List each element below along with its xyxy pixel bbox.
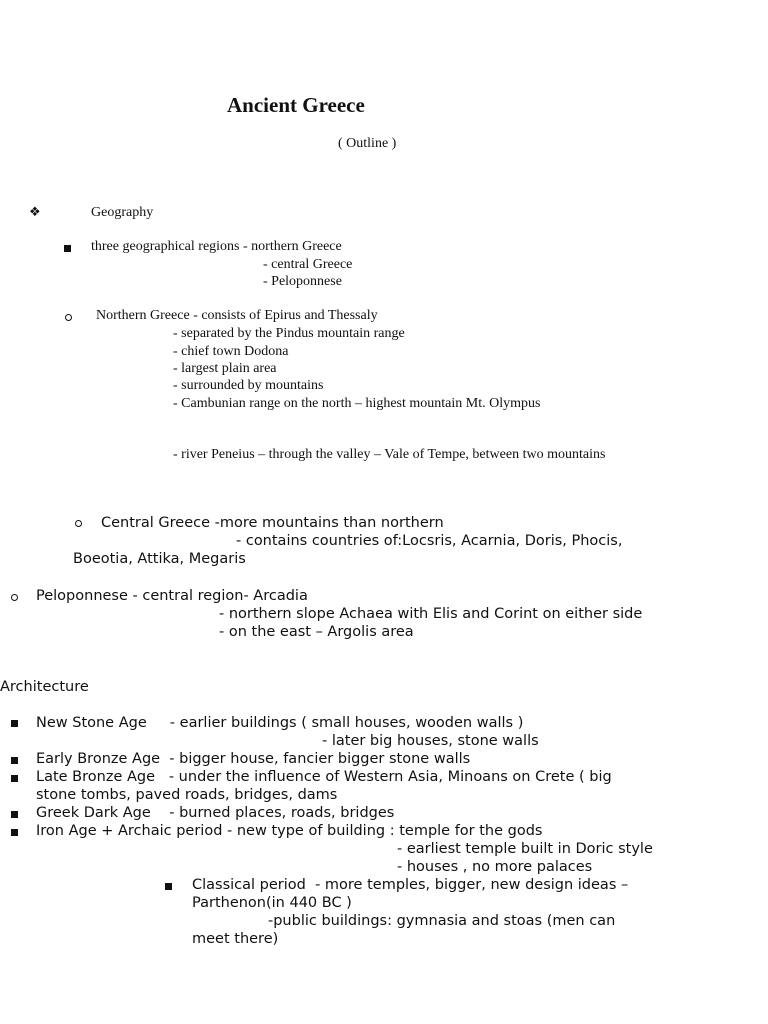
architecture-line: - houses , no more palaces bbox=[397, 859, 593, 875]
circle-bullet-icon bbox=[11, 594, 18, 601]
architecture-line: - later big houses, stone walls bbox=[322, 733, 539, 749]
architecture-line: New Stone Age - earlier buildings ( small houses, wooden walls ) bbox=[36, 715, 524, 731]
northern-greece-line: - largest plain area bbox=[173, 361, 277, 376]
square-bullet-icon bbox=[165, 883, 172, 890]
northern-greece-line: - separated by the Pindus mountain range bbox=[173, 326, 405, 341]
peloponnese-line: - northern slope Achaea with Elis and Corint on either side bbox=[219, 606, 643, 622]
square-bullet-icon bbox=[64, 245, 71, 252]
central-greece-line: Boeotia, Attika, Megaris bbox=[73, 551, 246, 567]
northern-greece-line: - Cambunian range on the north – highest mountain Mt. Olympus bbox=[173, 396, 541, 411]
architecture-line: - earliest temple built in Doric style bbox=[397, 841, 653, 857]
central-greece-line: - contains countries of:Locsris, Acarnia, Doris, Phocis, bbox=[236, 533, 623, 549]
architecture-line: Iron Age + Archaic period - new type of building : temple for the gods bbox=[36, 823, 543, 839]
northern-greece-line: - surrounded by mountains bbox=[173, 378, 324, 393]
circle-bullet-icon bbox=[65, 314, 72, 321]
section-heading-architecture: Architecture bbox=[0, 679, 89, 695]
architecture-line: Classical period - more temples, bigger, new design ideas – bbox=[192, 877, 629, 893]
central-greece-line: Central Greece -more mountains than northern bbox=[101, 515, 444, 531]
square-bullet-icon bbox=[11, 720, 18, 727]
architecture-line: -public buildings: gymnasia and stoas (men can bbox=[268, 913, 616, 929]
section-heading-geography: Geography bbox=[91, 205, 154, 220]
page-subtitle: ( Outline ) bbox=[338, 136, 397, 151]
page-title: Ancient Greece bbox=[227, 93, 365, 117]
diamond-bullet-icon: ❖ bbox=[29, 205, 41, 220]
northern-greece-line: - river Peneius – through the valley – Vale of Tempe, between two mountains bbox=[173, 447, 606, 462]
peloponnese-line: Peloponnese - central region- Arcadia bbox=[36, 588, 308, 604]
architecture-line: Parthenon(in 440 BC ) bbox=[192, 895, 352, 911]
regions-line: three geographical regions - northern Greece bbox=[91, 239, 342, 254]
architecture-line: Greek Dark Age - burned places, roads, bridges bbox=[36, 805, 395, 821]
architecture-line: meet there) bbox=[192, 931, 279, 947]
northern-greece-line: - chief town Dodona bbox=[173, 344, 289, 359]
peloponnese-line: - on the east – Argolis area bbox=[219, 624, 414, 640]
square-bullet-icon bbox=[11, 829, 18, 836]
square-bullet-icon bbox=[11, 757, 18, 764]
regions-line: - central Greece bbox=[263, 257, 353, 272]
regions-line: - Peloponnese bbox=[263, 274, 342, 289]
circle-bullet-icon bbox=[75, 520, 82, 527]
square-bullet-icon bbox=[11, 775, 18, 782]
architecture-line: Late Bronze Age - under the influence of Western Asia, Minoans on Crete ( big bbox=[36, 769, 612, 785]
architecture-line: Early Bronze Age - bigger house, fancier bigger stone walls bbox=[36, 751, 471, 767]
architecture-line: stone tombs, paved roads, bridges, dams bbox=[36, 787, 338, 803]
northern-greece-line: Northern Greece - consists of Epirus and Thessaly bbox=[96, 308, 378, 323]
square-bullet-icon bbox=[11, 811, 18, 818]
